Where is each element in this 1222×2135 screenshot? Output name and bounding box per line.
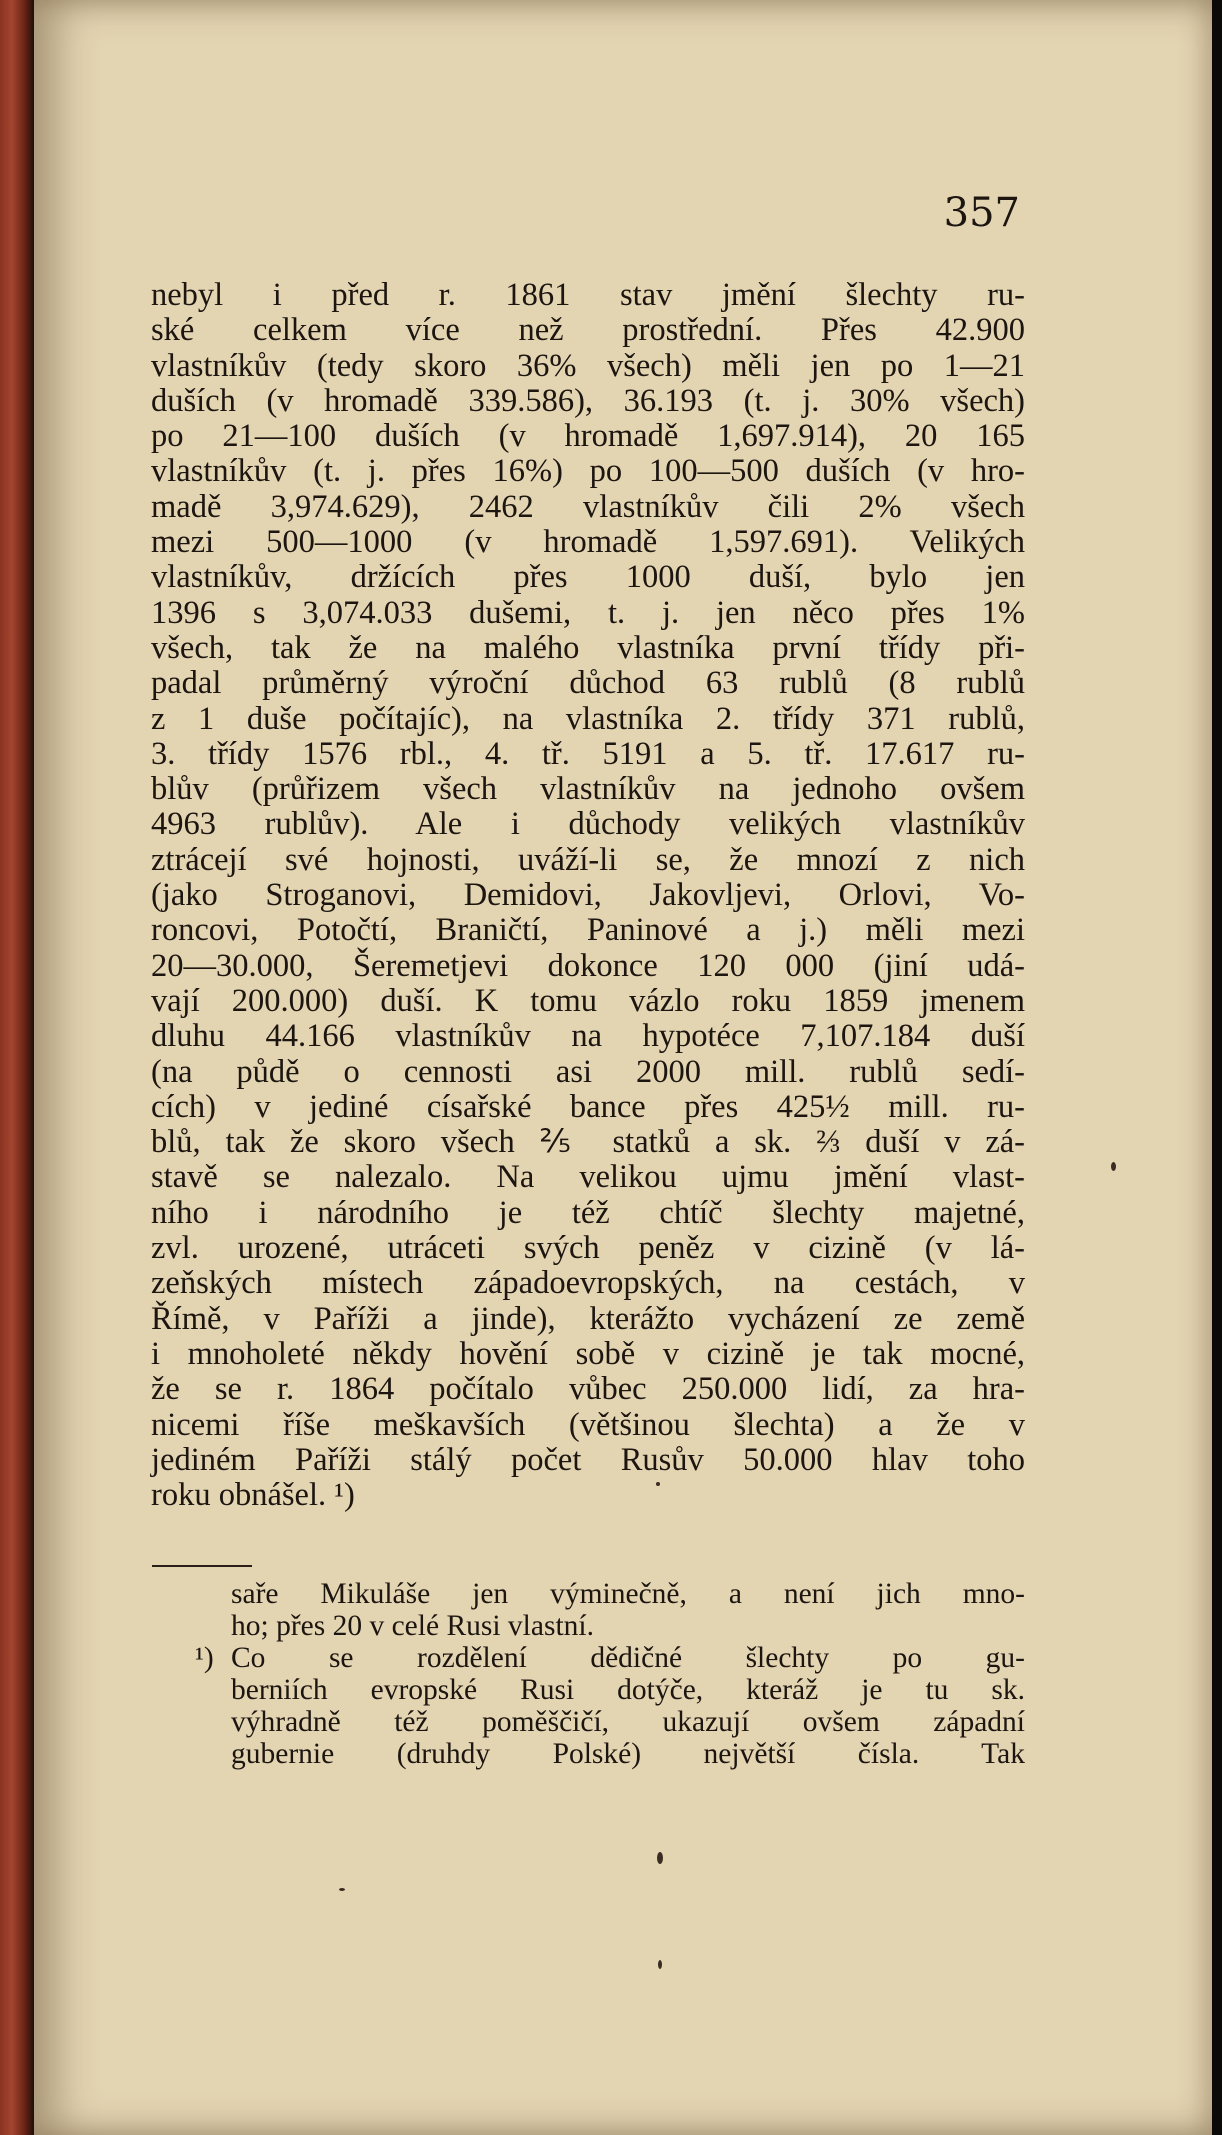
- page-sheet: [34, 0, 1212, 2135]
- body-line-last: roku obnášel. ¹): [151, 1477, 355, 1514]
- footnote-1-line: výhradně též poměščičí, ukazují ovšem západní: [231, 1706, 1025, 1738]
- body-line: i mnoholeté někdy hovění sobě v cizině je tak mocné,: [151, 1335, 1025, 1372]
- body-line: madě 3,974.629), 2462 vlastníkův čili 2% všech: [151, 488, 1025, 525]
- footnote-separator-rule: [152, 1565, 252, 1567]
- body-line: blů, tak že skoro všech ⅖ statků a sk. ⅔ duší v zá-: [151, 1124, 1025, 1161]
- body-line: zeňských místech západoevropských, na cestách, v: [151, 1265, 1025, 1302]
- footnote-1-line: gubernie (druhdy Polské) největší čísla. Tak: [231, 1738, 1025, 1770]
- body-line: vlastníkův (tedy skoro 36% všech) měli jen po 1—21: [151, 347, 1025, 384]
- body-line: (jako Stroganovi, Demidovi, Jakovljevi, Orlovi, Vo-: [151, 877, 1025, 914]
- body-line: (na půdě o cennosti asi 2000 mill. rublů sedí-: [151, 1053, 1025, 1090]
- body-line: stavě se nalezalo. Na velikou ujmu jmění vlast-: [151, 1159, 1025, 1196]
- ink-speck: [658, 1960, 662, 1969]
- body-line: padal průměrný výroční důchod 63 rublů (8 rublů: [151, 665, 1025, 702]
- body-line: blův (průřizem všech vlastníkův na jednoho ovšem: [151, 771, 1025, 808]
- body-line: Římě, v Paříži a jinde), kterážto vycházení ze země: [151, 1300, 1025, 1337]
- body-line: ské celkem více než prostřední. Přes 42.900: [151, 312, 1025, 349]
- body-text: [151, 278, 1025, 1513]
- body-line: vlastníkův (t. j. přes 16%) po 100—500 duších (v hro-: [151, 453, 1025, 490]
- body-line: zvl. urozené, utráceti svých peněz v cizině (v lá-: [151, 1230, 1025, 1267]
- book-spine-edge: [0, 0, 34, 2135]
- body-line: po 21—100 duších (v hromadě 1,697.914), 20 165: [151, 418, 1025, 455]
- body-line: z 1 duše počítajíc), na vlastníka 2. třídy 371 rublů,: [151, 700, 1025, 737]
- footnote-continuation-line: ho; přes 20 v celé Rusi vlastní.: [231, 1610, 594, 1642]
- body-line: jediném Paříži stálý počet Rusův 50.000 hlav toho: [151, 1441, 1025, 1478]
- body-line: dluhu 44.166 vlastníkův na hypotéce 7,107.184 duší: [151, 1018, 1025, 1055]
- ink-speck: [1111, 1162, 1116, 1171]
- body-line: nebyl i před r. 1861 stav jmění šlechty ru-: [151, 277, 1025, 313]
- body-line: 4963 rublův). Ale i důchody velikých vlastníkův: [151, 806, 1025, 843]
- ink-speck: [657, 1852, 663, 1864]
- footnote-1-line: berniích evropské Rusi dotýče, kteráž je tu sk.: [231, 1674, 1025, 1706]
- body-line: duších (v hromadě 339.586), 36.193 (t. j. 30% všech): [151, 382, 1025, 419]
- body-line: ního i národního je též chtíč šlechty majetné,: [151, 1194, 1025, 1231]
- body-line: roncovi, Potočtí, Braničtí, Paninové a j.) měli mezi: [151, 912, 1025, 949]
- body-line: ztrácejí své hojnosti, uváží-li se, že mnozí z nich: [151, 841, 1025, 878]
- body-line: 20—30.000, Šeremetjevi dokonce 120 000 (jiní udá-: [151, 947, 1025, 984]
- footnote-1-first-line: [151, 1642, 1025, 1674]
- body-line: 1396 s 3,074.033 dušemi, t. j. jen něco přes 1%: [151, 594, 1025, 631]
- footnotes: [151, 1578, 1025, 1770]
- footnote-continuation-line: saře Mikuláše jen výminečně, a není jich mno-: [231, 1578, 1025, 1610]
- body-line: všech, tak že na malého vlastníka první třídy při-: [151, 629, 1025, 666]
- body-line: nicemi říše meškavších (většinou šlechta) a že v: [151, 1406, 1025, 1443]
- ink-speck: [339, 1888, 345, 1891]
- body-line: mezi 500—1000 (v hromadě 1,597.691). Velikých: [151, 524, 1025, 561]
- page-number: 357: [943, 190, 1020, 236]
- ink-speck: [656, 1482, 660, 1486]
- body-line: cích) v jediné císařské bance přes 425½ mill. ru-: [151, 1088, 1025, 1125]
- body-line: 3. třídy 1576 rbl., 4. tř. 5191 a 5. tř. 17.617 ru-: [151, 735, 1025, 772]
- body-line: vlastníkův, držících přes 1000 duší, bylo jen: [151, 559, 1025, 596]
- footnote-1-line-text: Co se rozdělení dědičné šlechty po gu-: [231, 1642, 1025, 1674]
- body-line: vají 200.000) duší. K tomu vázlo roku 1859 jmenem: [151, 982, 1025, 1019]
- body-line: že se r. 1864 počítalo vůbec 250.000 lidí, za hra-: [151, 1371, 1025, 1408]
- footnote-marker: ¹): [195, 1642, 214, 1674]
